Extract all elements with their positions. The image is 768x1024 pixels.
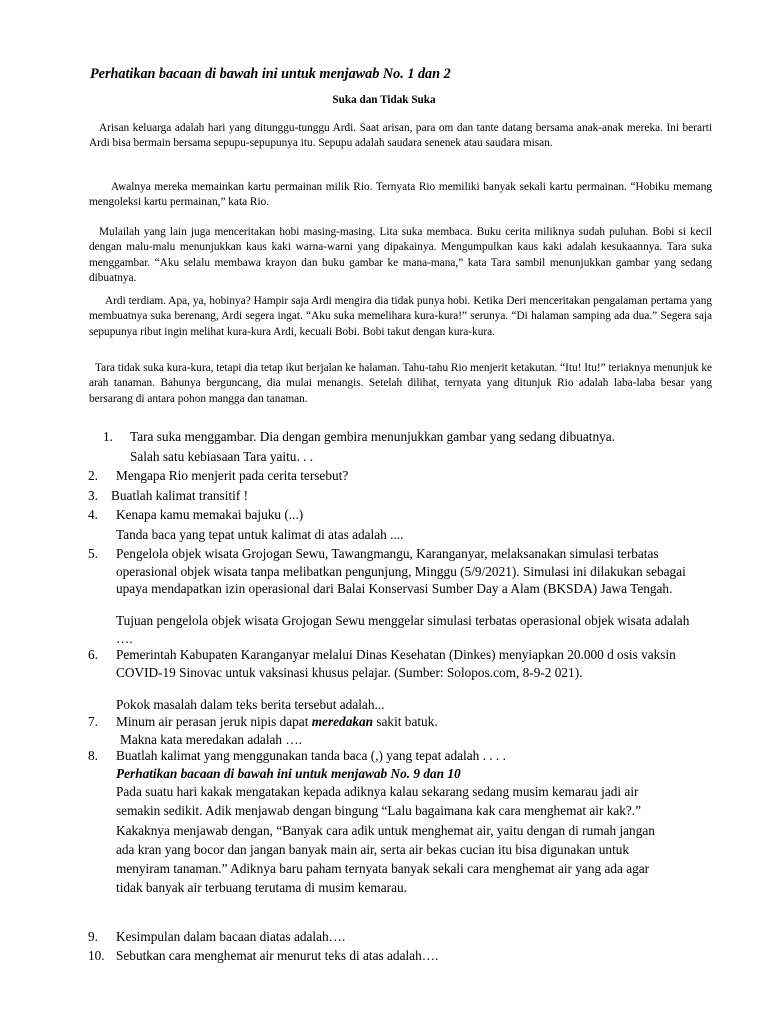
question-number: 5. (88, 546, 98, 561)
question-text: Tara suka menggambar. Dia dengan gembira menunjukkan gambar yang sedang dibuatnya. (130, 429, 615, 444)
question-number: 1. (103, 429, 113, 444)
question-text: Mengapa Rio menjerit pada cerita tersebut? (116, 468, 349, 483)
question-prompt: Makna kata meredakan adalah …. (120, 732, 303, 747)
question-number: 6. (88, 647, 98, 662)
question-text-pre: Minum air perasan jeruk nipis dapat (116, 714, 312, 729)
question-number: 9. (88, 929, 98, 944)
question-number: 2. (88, 468, 98, 483)
question-text: Kesimpulan dalam bacaan diatas adalah…. (116, 929, 346, 944)
emphasized-word: meredakan (311, 714, 374, 729)
question-prompt: Tujuan pengelola objek wisata Grojogan Sewu menggelar simulasi terbatas operasional objek wisata adalah …. (116, 613, 690, 646)
story-paragraph-5: Tara tidak suka kura-kura, tetapi dia tetap ikut berjalan ke halaman. Tahu-tahu Rio menjerit ketakutan. “Itu! Itu!” teriaknya menunjuk ke arah tanaman. Bahunya berguncang, dia mulai menangis. Setelah dilihat, ternyata yang ditunjuk Rio adalah laba-laba besar yang bersarang di antara pohon mangga dan tanaman. (89, 362, 712, 405)
passage-2: Pada suatu hari kakak mengatakan kepada adiknya kalau sekarang sedang musim kemarau jadi air semakin sedikit. Adik menjawab dengan bingung “Lalu bagaimana kak cara menghemat air kak?.” Kakaknya menjawab dengan, “Banyak cara adik untuk menghemat air, yaitu dengan di rumah jangan ada kran yang bocor dan jangan banyak main air, serta air bekas cucian itu bisa digunakan untuk menyiram tanaman.” Adiknya baru paham ternyata banyak sekali cara menghemat air yang ada agar tidak banyak air terbuang terutama di musim kemarau. (116, 784, 655, 896)
question-text (116, 713, 438, 731)
instruction-heading: Perhatikan bacaan di bawah ini untuk menjawab No. 1 dan 2 (90, 66, 451, 82)
instruction-heading-2 (116, 765, 461, 783)
question-prompt: Salah satu kebiasaan Tara yaitu. . . (130, 449, 314, 464)
story-paragraph-2: Awalnya mereka memainkan kartu permainan milik Rio. Ternyata Rio memiliki banyak sekali kartu permainan. “Hobiku memang mengoleksi kartu permainan,” kata Rio. (89, 181, 712, 209)
story-paragraph-1: Arisan keluarga adalah hari yang ditunggu-tunggu Ardi. Saat arisan, para om dan tante datang bersama anak-anak mereka. Ini berarti Ardi bisa bermain bersama sepupu-sepupunya itu. Sepupu adalah saudara senenek atau saudara misan. (89, 122, 712, 150)
question-number: 8. (88, 748, 98, 763)
question-number: 7. (88, 714, 98, 729)
instruction-text: Perhatikan bacaan di bawah ini untuk menjawab No. 9 dan 10 (116, 766, 461, 781)
story-title: Suka dan Tidak Suka (332, 94, 436, 106)
question-text-post: sakit batuk. (373, 714, 438, 729)
question-text: Kenapa kamu memakai bajuku (...) (116, 507, 304, 522)
question-number: 3. (88, 488, 98, 503)
question-text: Buatlah kalimat yang menggunakan tanda baca (,) yang tepat adalah . . . . (116, 748, 506, 763)
question-text: Pengelola objek wisata Grojogan Sewu, Tawangmangu, Karanganyar, melaksanakan simulasi terbatas operasional objek wisata tanpa melibatkan pengunjung, Minggu (5/9/2021). Simulasi ini dilakukan sebagai upaya mendapatkan izin operasional dari Balai Konservasi Sumber Day a Alam (BKSDA) Jawa Tengah. (116, 546, 686, 597)
question-prompt: Tanda baca yang tepat untuk kalimat di atas adalah .... (116, 527, 404, 542)
question-prompt: Pokok masalah dalam teks berita tersebut adalah... (116, 697, 385, 712)
question-number: 4. (88, 507, 98, 522)
question-text: Pemerintah Kabupaten Karanganyar melalui Dinas Kesehatan (Dinkes) menyiapkan 20.000 d osis vaksin COVID-19 Sinovac untuk vaksinasi khusus pelajar. (Sumber: Solopos.com, 8-9-2 021). (116, 647, 676, 680)
question-number: 10. (88, 948, 105, 963)
question-text: Buatlah kalimat transitif ! (111, 488, 248, 503)
story-paragraph-3: Mulailah yang lain juga menceritakan hobi masing-masing. Lita suka membaca. Buku cerita miliknya sudah puluhan. Bobi si kecil dengan malu-malu menunjukkan kaus kaki warna-warni yang dipakainya. Mengumpulkan kaus kaki adalah kesukaannya. Tara suka menggambar. “Aku selalu membawa krayon dan buku gambar ke mana-mana,” kata Tara sambil menunjukkan gambar yang sedang dibuatnya. (89, 226, 712, 285)
story-paragraph-4: Ardi terdiam. Apa, ya, hobinya? Hampir saja Ardi mengira dia tidak punya hobi. Ketika Deri menceritakan pengalaman pertama yang membuatnya suka berenang, Ardi segera ingat. “Aku suka memelihara kura-kura!” serunya. “Di halaman samping ada dua.” Segera saja sepupunya ribut ingin melihat kura-kura Ardi, kecuali Bobi. Bobi takut dengan kura-kura. (89, 295, 712, 338)
question-text: Sebutkan cara menghemat air menurut teks di atas adalah…. (116, 948, 439, 963)
